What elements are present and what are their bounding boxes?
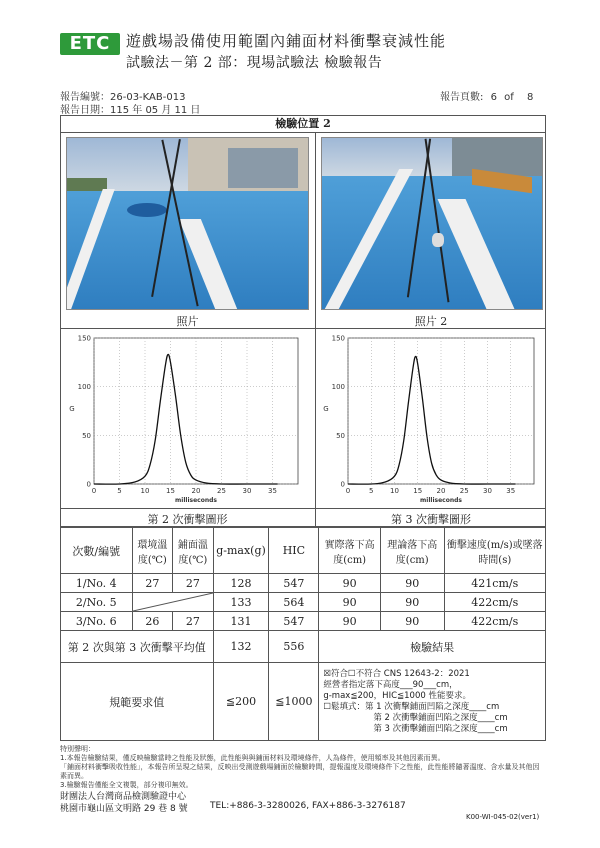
header-env-temp: 環境溫度(℃) — [132, 528, 173, 574]
requirement-label: 規範要求值 — [61, 663, 214, 741]
x-tick-label: 0 — [345, 487, 351, 495]
requirement-row — [61, 663, 546, 741]
row-actual: 90 — [319, 593, 381, 612]
row-hic: 564 — [269, 593, 319, 612]
row-gmax: 128 — [213, 574, 269, 593]
frame-divider — [315, 133, 316, 527]
x-tick-label: 25 — [217, 487, 226, 495]
row-env: 26 — [132, 612, 173, 631]
x-tick-label: 20 — [436, 487, 446, 495]
result-details — [319, 663, 546, 741]
x-tick-label: 35 — [506, 487, 516, 495]
row-hic: 547 — [269, 574, 319, 593]
page-total: 8 — [526, 92, 534, 103]
section-title: 檢驗位置 2 — [60, 115, 546, 133]
requirement-gmax: ≦200 — [213, 663, 269, 741]
table-header-row — [61, 528, 546, 574]
row-speed: 422cm/s — [444, 612, 545, 631]
x-tick-label: 15 — [413, 487, 423, 495]
chart-caption-2: 第 3 次衝擊圖形 — [391, 513, 471, 526]
average-row — [61, 631, 546, 663]
row-gmax: 131 — [213, 612, 269, 631]
report-title-line2: 試驗法－第 2 部：現場試驗法 檢驗報告 — [126, 55, 383, 71]
x-axis-label: milliseconds — [420, 497, 462, 504]
photo-caption-1: 照片 — [176, 315, 199, 328]
result-line-6: 第 3 次衝擊鋪面凹陷之深度____cm — [373, 723, 508, 734]
row-theory: 90 — [380, 574, 444, 593]
header-surface-temp: 鋪面溫度(℃) — [173, 528, 214, 574]
etc-logo: ETC — [60, 33, 120, 55]
y-tick-label: 0 — [86, 480, 91, 489]
table-row — [61, 593, 546, 612]
x-tick-label: 15 — [166, 487, 175, 495]
header-gmax: g-max(g) — [213, 528, 269, 574]
requirement-hic: ≦1000 — [269, 663, 319, 741]
x-tick-label: 0 — [91, 487, 97, 495]
y-tick-label: 150 — [331, 334, 345, 343]
x-tick-label: 20 — [191, 487, 201, 495]
y-tick-label: 100 — [331, 383, 345, 392]
result-line-2: 經營者指定落下高度___90___cm， — [323, 679, 458, 690]
row-hic: 547 — [269, 612, 319, 631]
y-axis-label: G — [69, 405, 75, 413]
results-table — [60, 527, 546, 741]
x-tick-label: 10 — [140, 487, 150, 495]
average-gmax: 132 — [213, 631, 269, 663]
x-axis-label: milliseconds — [175, 497, 217, 504]
y-axis-label: G — [323, 405, 329, 413]
x-tick-label: 25 — [459, 487, 469, 495]
row-theory: 90 — [380, 612, 444, 631]
y-tick-label: 100 — [77, 383, 91, 392]
impact-chart-3 — [320, 332, 542, 504]
y-tick-label: 50 — [336, 431, 345, 440]
page-count — [440, 88, 533, 103]
page-of: of — [504, 92, 514, 103]
result-line-5: 第 2 次衝擊鋪面凹陷之深度____cm — [373, 712, 508, 723]
site-photo-1 — [66, 137, 309, 310]
header-theory-height: 理論落下高度(cm) — [380, 528, 444, 574]
table-row — [61, 612, 546, 631]
table-row — [61, 574, 546, 593]
note-3: 3.檢驗報告僅能全文複製，部分複印無效。 — [60, 781, 193, 789]
impact-curve-series — [94, 354, 278, 484]
note-2: 「鋪面材料衝擊吸收性能」，本報告所呈現之結果，反映出受測遊戲場鋪面於檢驗時間，提報溫度及環境條件下之性能，此性能將隨著溫度、含水量及其他因素而異。 — [60, 763, 540, 780]
chart-caption-1: 第 2 次衝擊圖形 — [147, 513, 228, 526]
row-env: 27 — [132, 574, 173, 593]
row-theory: 90 — [380, 593, 444, 612]
average-hic: 556 — [269, 631, 319, 663]
org-name: 財團法人台灣商品檢測驗證中心 — [60, 792, 187, 802]
notes-title: 特別聲明： — [60, 745, 95, 753]
header-actual-height: 實際落下高度(cm) — [319, 528, 381, 574]
row-no: 1/No. 4 — [61, 574, 133, 593]
header-speed: 衝擊速度(m/s)或墜落時間(s) — [444, 528, 545, 574]
row-speed: 422cm/s — [444, 593, 545, 612]
row-actual: 90 — [319, 574, 381, 593]
footer-notes — [60, 745, 546, 790]
result-line-1: ☒符合☐不符合 CNS 12643-2：2021 — [323, 668, 470, 679]
row-no: 2/No. 5 — [61, 593, 133, 612]
result-label: 檢驗結果 — [319, 631, 546, 663]
page-current: 6 — [490, 92, 497, 103]
row-actual: 90 — [319, 612, 381, 631]
org-address: 桃園市龜山區文明路 29 巷 8 號 — [60, 804, 188, 814]
note-1: 1.本報告檢驗結果，僅反映檢驗當時之性能及狀態，此性能與與鋪面材料及環境條件，人為條件，使用頻率及其他因素而異。 — [60, 754, 445, 762]
photo-caption-2: 照片 2 — [414, 315, 448, 328]
header-count: 次數/編號 — [61, 528, 133, 574]
result-line-4: ☐鬆填式：第 1 次衝擊鋪面凹陷之深度____cm — [323, 701, 500, 712]
row-temp-blank — [132, 593, 213, 612]
report-title-line1: 遊戲場設備使用範圍內鋪面材料衝擊衰減性能 — [126, 32, 447, 50]
page-count-label: 報告頁數: — [440, 92, 484, 103]
x-tick-label: 10 — [390, 487, 399, 495]
form-number: K00-WI-045-02(ver1) — [466, 813, 540, 821]
row-gmax: 133 — [213, 593, 269, 612]
y-tick-label: 0 — [340, 480, 345, 489]
impact-chart-2 — [66, 332, 306, 504]
report-number: 報告編號：26-03-KAB-013 — [60, 92, 186, 103]
x-tick-label: 5 — [117, 487, 122, 495]
header-hic: HIC — [269, 528, 319, 574]
row-speed: 421cm/s — [444, 574, 545, 593]
x-tick-label: 35 — [268, 487, 277, 495]
row-surf: 27 — [173, 574, 214, 593]
y-tick-label: 150 — [77, 334, 91, 343]
impact-curve-series — [348, 356, 515, 484]
row-surf: 27 — [173, 612, 214, 631]
site-photo-2 — [321, 137, 543, 310]
org-phone-fax: TEL:+886-3-3280026, FAX+886-3-3276187 — [210, 801, 406, 811]
frame-row-divider-2 — [60, 508, 546, 509]
x-tick-label: 5 — [369, 487, 374, 495]
average-label: 第 2 次與第 3 次衝擊平均值 — [61, 631, 214, 663]
x-tick-label: 30 — [242, 487, 252, 495]
y-tick-label: 50 — [82, 431, 91, 440]
result-line-3: g-max≦200，HIC≦1000 性能要求。 — [323, 690, 471, 701]
report-date: 報告日期：115 年 05 月 11 日 — [60, 105, 201, 116]
row-no: 3/No. 6 — [61, 612, 133, 631]
x-tick-label: 30 — [483, 487, 492, 495]
